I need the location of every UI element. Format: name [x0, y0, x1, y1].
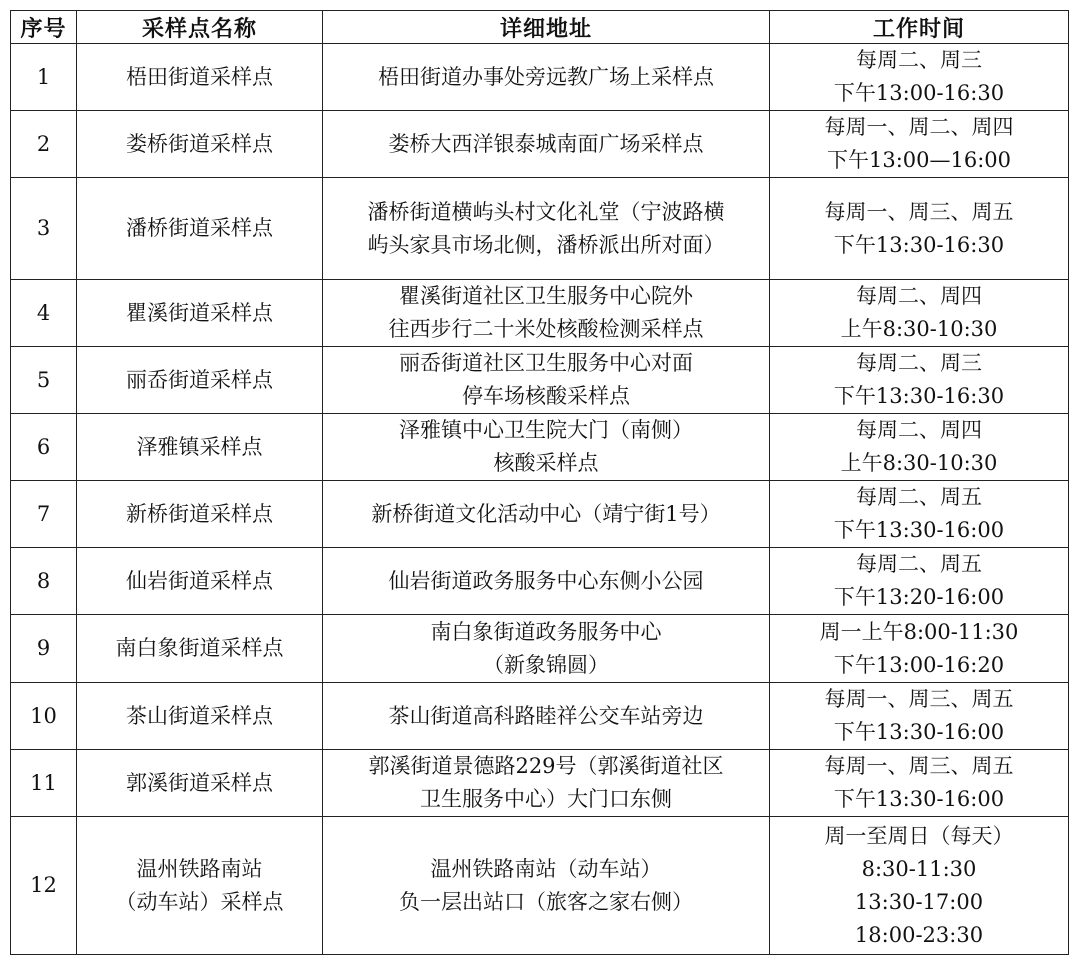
- site-address-line: 郭溪街道景德路229号（郭溪街道社区: [368, 754, 724, 778]
- site-hours-line: 每周二、周五: [856, 552, 982, 576]
- site-hours-line: 下午13:30-16:00: [833, 720, 1005, 744]
- table-row: [11, 683, 1069, 750]
- site-name: [77, 548, 323, 615]
- site-name: [77, 817, 323, 955]
- site-address-line: 瞿溪街道社区卫生服务中心院外: [399, 284, 693, 308]
- site-hours-line: 每周一、周三、周五: [824, 199, 1014, 224]
- site-hours-line: 每周二、周三: [856, 351, 982, 375]
- site-name: [77, 178, 323, 280]
- table-row: [11, 750, 1069, 817]
- row-number: 4: [11, 280, 77, 347]
- site-name-line: 娄桥街道采样点: [126, 131, 273, 156]
- site-hours-line: 上午8:30-10:30: [840, 317, 998, 341]
- site-address-line: 丽岙街道社区卫生服务中心对面: [399, 351, 693, 375]
- site-name: [77, 615, 323, 683]
- site-hours: [770, 750, 1069, 817]
- header-name: 采样点名称: [77, 11, 323, 44]
- site-hours-line: 周一至周日（每天）: [824, 823, 1014, 848]
- header-address: 详细地址: [323, 11, 770, 44]
- row-number: 12: [11, 817, 77, 955]
- site-hours-line: 每周一、周三、周五: [824, 687, 1014, 711]
- site-hours-line: 下午13:00—16:00: [826, 148, 1012, 172]
- site-address: [323, 615, 770, 683]
- site-name: [77, 44, 323, 111]
- table-row: [11, 481, 1069, 548]
- site-hours-line: 18:00-23:30: [854, 922, 984, 947]
- row-number: 8: [11, 548, 77, 615]
- site-address-line: 娄桥大西洋银泰城南面广场采样点: [388, 131, 704, 156]
- row-number: 7: [11, 481, 77, 548]
- site-name-line: 温州铁路南站: [136, 856, 263, 881]
- row-number: 5: [11, 347, 77, 414]
- site-address: [323, 683, 770, 750]
- sampling-sites-table: [10, 10, 1069, 955]
- site-hours: [770, 414, 1069, 481]
- site-name: [77, 414, 323, 481]
- site-hours-line: 每周二、周四: [856, 418, 982, 442]
- site-name: [77, 111, 323, 178]
- table-row: [11, 548, 1069, 615]
- site-address-line: 往西步行二十米处核酸检测采样点: [388, 317, 704, 341]
- site-name-line: 仙岩街道采样点: [126, 568, 273, 593]
- site-hours-line: 8:30-11:30: [861, 856, 977, 881]
- table-row: [11, 111, 1069, 178]
- site-hours: [770, 111, 1069, 178]
- site-address: [323, 111, 770, 178]
- site-hours: [770, 683, 1069, 750]
- table-row: [11, 414, 1069, 481]
- site-address-line: 新桥街道文化活动中心（靖宁街1号）: [371, 501, 721, 526]
- row-number: 6: [11, 414, 77, 481]
- site-name: [77, 481, 323, 548]
- site-hours-line: 13:30-17:00: [854, 889, 984, 914]
- site-address-line: 停车场核酸采样点: [462, 384, 630, 408]
- site-address-line: 南白象街道政务服务中心: [430, 619, 662, 644]
- site-hours: [770, 44, 1069, 111]
- header-no: 序号: [11, 11, 77, 44]
- site-name: [77, 683, 323, 750]
- site-address: [323, 817, 770, 955]
- row-number: 9: [11, 615, 77, 683]
- row-number: 11: [11, 750, 77, 817]
- site-address-line: 卫生服务中心）大门口东侧: [420, 787, 672, 811]
- site-hours-line: 每周二、周三: [856, 48, 982, 72]
- row-number: 1: [11, 44, 77, 111]
- header-hours: 工作时间: [770, 11, 1069, 44]
- site-hours: [770, 548, 1069, 615]
- site-address-line: 潘桥街道横屿头村文化礼堂（宁波路横: [367, 199, 725, 224]
- site-hours-line: 每周二、周五: [856, 485, 982, 509]
- site-name-line: 丽岙街道采样点: [126, 367, 273, 392]
- site-address-line: 温州铁路南站（动车站）: [430, 856, 662, 881]
- site-hours-line: 每周二、周四: [856, 284, 982, 308]
- site-address-line: 屿头家具市场北侧，潘桥派出所对面）: [367, 232, 725, 257]
- site-name-line: 茶山街道采样点: [126, 703, 273, 728]
- site-name-line: 泽雅镇采样点: [136, 434, 263, 459]
- site-address: [323, 414, 770, 481]
- site-address-line: 负一层出站口（旅客之家右侧）: [399, 889, 693, 914]
- site-hours-line: 下午13:30-16:00: [833, 787, 1005, 811]
- site-hours-line: 下午13:00-16:20: [833, 652, 1005, 677]
- site-address-line: 梧田街道办事处旁远教广场上采样点: [378, 64, 714, 89]
- site-hours-line: 下午13:20-16:00: [833, 585, 1005, 609]
- site-hours-line: 每周一、周三、周五: [824, 754, 1014, 778]
- site-address-line: 核酸采样点: [493, 451, 599, 475]
- table-row: [11, 615, 1069, 683]
- site-hours: [770, 817, 1069, 955]
- site-address: [323, 548, 770, 615]
- site-hours-line: 上午8:30-10:30: [840, 451, 998, 475]
- site-address: [323, 178, 770, 280]
- site-name-line: 瞿溪街道采样点: [126, 300, 273, 325]
- site-address-line: 茶山街道高科路睦祥公交车站旁边: [388, 703, 704, 728]
- table-row: [11, 347, 1069, 414]
- site-hours-line: 每周一、周二、周四: [824, 115, 1014, 139]
- site-address: [323, 280, 770, 347]
- site-name-line: （动车站）采样点: [115, 889, 284, 914]
- site-name-line: 梧田街道采样点: [126, 64, 273, 89]
- site-hours-line: 下午13:30-16:30: [833, 232, 1005, 257]
- table-row: [11, 178, 1069, 280]
- row-number: 3: [11, 178, 77, 280]
- site-hours-line: 周一上午8:00-11:30: [819, 619, 1019, 644]
- site-hours-line: 下午13:30-16:00: [833, 518, 1005, 542]
- site-name-line: 新桥街道采样点: [126, 501, 273, 526]
- table-row: [11, 44, 1069, 111]
- site-address-line: 泽雅镇中心卫生院大门（南侧）: [399, 418, 693, 442]
- site-address-line: 仙岩街道政务服务中心东侧小公园: [388, 568, 704, 593]
- site-hours: [770, 178, 1069, 280]
- site-name: [77, 750, 323, 817]
- header-row: [11, 11, 1069, 44]
- site-address: [323, 44, 770, 111]
- row-number: 10: [11, 683, 77, 750]
- row-number: 2: [11, 111, 77, 178]
- site-hours: [770, 280, 1069, 347]
- site-name: [77, 347, 323, 414]
- site-address: [323, 481, 770, 548]
- site-hours: [770, 347, 1069, 414]
- site-name-line: 郭溪街道采样点: [126, 770, 273, 795]
- table-row: [11, 817, 1069, 955]
- site-address: [323, 347, 770, 414]
- site-name-line: 南白象街道采样点: [115, 636, 284, 660]
- site-hours: [770, 615, 1069, 683]
- site-name: [77, 280, 323, 347]
- site-address: [323, 750, 770, 817]
- site-hours: [770, 481, 1069, 548]
- site-hours-line: 下午13:30-16:30: [833, 384, 1005, 408]
- site-address-line: （新象锦圆）: [483, 652, 609, 677]
- site-hours-line: 下午13:00-16:30: [833, 81, 1005, 105]
- site-name-line: 潘桥街道采样点: [126, 216, 273, 240]
- table-row: [11, 280, 1069, 347]
